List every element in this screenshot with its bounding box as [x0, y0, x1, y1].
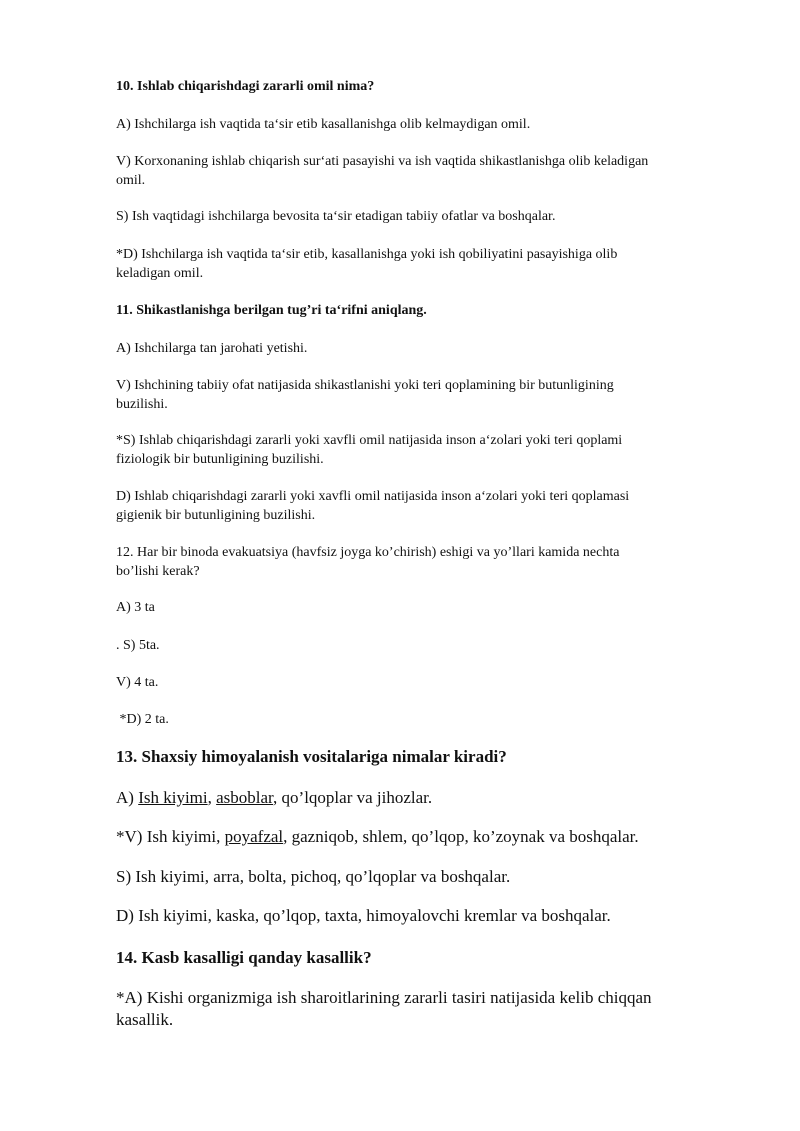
question-11-option-d-line2: gigienik bir butunligining buzilishi.	[116, 508, 316, 523]
question-13-option-a	[116, 787, 746, 809]
question-13-option-v	[116, 826, 746, 848]
question-11-option-d-line1: D) Ishlab chiqarishdagi zararli yoki xavfli omil natijasida inson a‘zolari yoki teri qoplamasi	[116, 489, 630, 504]
question-13-option-v-rest: , gazniqob, shlem, qo’lqop, ko’zoynak va boshqalar.	[283, 827, 639, 846]
question-10-option-d-line1: *D) Ishchilarga ish vaqtida ta‘sir etib, kasallanishga yoki ish qobiliyatini pasayishiga olib	[116, 247, 618, 262]
question-13-option-s: S) Ish kiyimi, arra, bolta, pichoq, qo’lqoplar va boshqalar.	[116, 867, 511, 886]
question-11-option-v-line1: V) Ishchining tabiiy ofat natijasida shikastlanishi yoki teri qoplamining bir butunligining	[116, 378, 614, 393]
question-12-title-line2: bo’lishi kerak?	[116, 564, 200, 579]
question-10-option-v-line1: V) Korxonaning ishlab chiqarish sur‘ati pasayishi va ish vaqtida shikastlanishga olib keladigan	[116, 154, 649, 169]
question-13-title: 13. Shaxsiy himoyalanish vositalariga nimalar kiradi?	[116, 747, 507, 766]
question-11-option-s-line2: fiziologik bir butunligining buzilishi.	[116, 452, 324, 467]
question-13-option-a-prefix: A)	[116, 788, 139, 807]
question-10-option-d-line2: keladigan omil.	[116, 266, 204, 281]
question-12-option-d: *D) 2 ta.	[116, 712, 169, 727]
question-13-option-v-underlined: poyafzal	[224, 827, 284, 846]
question-13-option-v-prefix: *V) Ish kiyimi,	[116, 827, 225, 846]
question-13-option-a-underlined-2: asboblar	[216, 788, 274, 807]
question-12-option-v: V) 4 ta.	[116, 675, 159, 690]
question-12-option-a: A) 3 ta	[116, 600, 155, 615]
question-13-option-a-separator: ,	[207, 788, 217, 807]
question-12-title-line1: 12. Har bir binoda evakuatsiya (havfsiz joyga ko’chirish) eshigi va yo’llari kamida nechta	[116, 545, 620, 560]
question-10-title: 10. Ishlab chiqarishdagi zararli omil nima?	[116, 79, 375, 94]
question-11-title: 11. Shikastlanishga berilgan tug’ri ta‘rifni aniqlang.	[116, 303, 427, 318]
question-10-option-v-line2: omil.	[116, 173, 146, 188]
question-14-title: 14. Kasb kasalligi qanday kasallik?	[116, 948, 372, 967]
question-11-option-a: A) Ishchilarga tan jarohati yetishi.	[116, 341, 308, 356]
question-14-option-a-line1: *A) Kishi organizmiga ish sharoitlarining zararli tasiri natijasida kelib chiqqan	[116, 988, 652, 1007]
question-12-option-s: . S) 5ta.	[116, 638, 160, 653]
question-14-option-a-line2: kasallik.	[116, 1010, 174, 1029]
question-13-option-a-rest: , qo’lqoplar va jihozlar.	[273, 788, 433, 807]
question-10-option-a: A) Ishchilarga ish vaqtida ta‘sir etib kasallanishga olib kelmaydigan omil.	[116, 117, 531, 132]
question-11-option-s-line1: *S) Ishlab chiqarishdagi zararli yoki xavfli omil natijasida inson a‘zolari yoki teri qoplami	[116, 433, 623, 448]
question-10-option-s: S) Ish vaqtidagi ishchilarga bevosita ta‘sir etadigan tabiiy ofatlar va boshqalar.	[116, 209, 556, 224]
question-11-option-v-line2: buzilishi.	[116, 397, 168, 412]
question-13-option-a-underlined-1: Ish kiyimi	[138, 788, 208, 807]
question-13-option-d: D) Ish kiyimi, kaska, qo’lqop, taxta, himoyalovchi kremlar va boshqalar.	[116, 906, 611, 925]
